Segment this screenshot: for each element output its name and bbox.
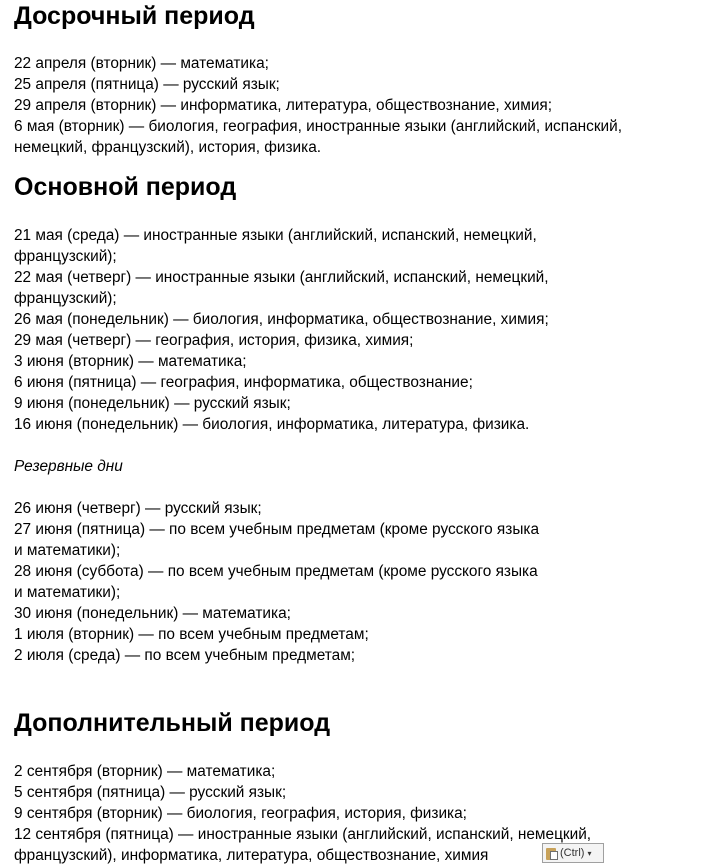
main-line: 29 мая (четверг) — география, история, физика, химия;	[14, 332, 414, 349]
main-period-list	[14, 225, 549, 666]
extra-line: французский), информатика, литература, обществознание, химия	[14, 847, 489, 864]
extra-line: 9 сентября (вторник) — биология, география, история, физика;	[14, 805, 467, 822]
early-line: 6 мая (вторник) — биология, география, иностранные языки (английский, испанский,	[14, 118, 623, 135]
reserve-line: и математики);	[14, 584, 121, 601]
paste-options-label: (Ctrl)	[560, 847, 585, 859]
early-line: 29 апреля (вторник) — информатика, литература, обществознание, химия;	[14, 97, 553, 114]
reserve-line: и математики);	[14, 542, 121, 559]
main-line: 6 июня (пятница) — география, информатика, обществознание;	[14, 374, 473, 391]
early-line: немецкий, французский), история, физика.	[14, 139, 322, 156]
reserve-line: 1 июля (вторник) — по всем учебным предметам;	[14, 626, 369, 643]
heading-main-period: Основной период	[14, 173, 237, 201]
reserve-line: 26 июня (четверг) — русский язык;	[14, 500, 262, 517]
main-line: 16 июня (понедельник) — биология, информатика, литература, физика.	[14, 416, 530, 433]
main-line: французский);	[14, 290, 117, 307]
early-period-list	[14, 53, 622, 158]
paste-options-button[interactable]	[542, 843, 604, 863]
main-line: 22 мая (четверг) — иностранные языки (английский, испанский, немецкий,	[14, 269, 549, 286]
reserve-line: 27 июня (пятница) — по всем учебным предметам (кроме русского языка	[14, 521, 540, 538]
reserve-line: 28 июня (суббота) — по всем учебным предметам (кроме русского языка	[14, 563, 538, 580]
heading-extra-period: Дополнительный период	[14, 709, 331, 737]
main-line: французский);	[14, 248, 117, 265]
heading-early-period: Досрочный период	[14, 2, 255, 30]
main-line: 26 мая (понедельник) — биология, информатика, обществознание, химия;	[14, 311, 549, 328]
early-line: 25 апреля (пятница) — русский язык;	[14, 76, 280, 93]
main-line: 21 мая (среда) — иностранные языки (английский, испанский, немецкий,	[14, 227, 537, 244]
spacer	[14, 435, 549, 456]
main-line: 3 июня (вторник) — математика;	[14, 353, 247, 370]
clipboard-paste-icon	[546, 847, 558, 860]
spacer	[14, 477, 549, 498]
main-line: 9 июня (понедельник) — русский язык;	[14, 395, 291, 412]
reserve-line: 2 июля (среда) — по всем учебным предметам;	[14, 647, 356, 664]
extra-line: 12 сентября (пятница) — иностранные языки (английский, испанский, немецкий,	[14, 826, 592, 843]
early-line: 22 апреля (вторник) — математика;	[14, 55, 269, 72]
reserve-line: 30 июня (понедельник) — математика;	[14, 605, 291, 622]
chevron-down-icon: ▾	[587, 848, 592, 858]
extra-line: 5 сентября (пятница) — русский язык;	[14, 784, 287, 801]
extra-line: 2 сентября (вторник) — математика;	[14, 763, 276, 780]
extra-period-list	[14, 761, 591, 866]
reserve-days-heading: Резервные дни	[14, 458, 123, 475]
